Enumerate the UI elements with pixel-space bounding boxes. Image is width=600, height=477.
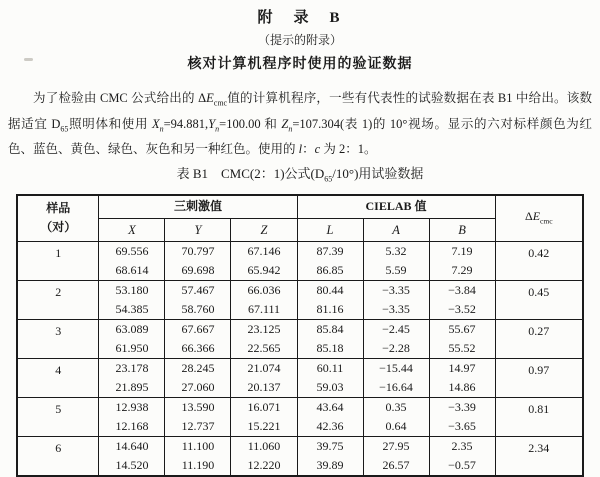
table-cell: −2.28	[363, 339, 429, 359]
table-cell: 14.520	[99, 456, 165, 476]
appendix-title: 附 录 B	[257, 10, 343, 26]
scan-smudge	[24, 58, 33, 61]
table-cell: 21.074	[231, 359, 297, 379]
column-header-b: B	[429, 219, 495, 242]
table-row	[17, 281, 583, 301]
table-cell: 23.178	[99, 359, 165, 379]
table-cell: 0.35	[363, 398, 429, 418]
table-row	[17, 242, 583, 262]
intro-paragraph: 为了检验由 CMC 公式给出的 $\Delta E_{cmc}$值的计算机程序，一些有代表性的试验数据在表 B1 中给出。该数据适宜 $D_{65}$照明体和使用 $X_n=94.881,Y_n=100.00$ 和 $Z_n=107.304$(表 1)的 10°视场。显示的六对标样颜色为红色、蓝色、黄色、绿色、灰色和另一种红色。使用的 l：c 为 2：1。	[8, 91, 592, 156]
sample-number: 5	[17, 398, 99, 437]
column-header-z: Z	[231, 219, 297, 242]
table-cell: −3.39	[429, 398, 495, 418]
table-caption: 表 B1 CMC(2：1)公式$(D_{65}/10^\circ)$用试验数据	[176, 166, 424, 184]
table-cell: 11.100	[165, 437, 231, 457]
table-row	[17, 398, 583, 418]
table-row	[17, 437, 583, 457]
delta-e-value: 0.81	[495, 398, 583, 437]
table-cell: 12.938	[99, 398, 165, 418]
table-cell: 60.11	[297, 359, 363, 379]
table-cell: 5.32	[363, 242, 429, 262]
table-cell: 14.640	[99, 437, 165, 457]
table-cell: 67.146	[231, 242, 297, 262]
table-cell: −3.65	[429, 417, 495, 437]
table-cell: 55.52	[429, 339, 495, 359]
table-cell: 11.060	[231, 437, 297, 457]
table-cell: 12.220	[231, 456, 297, 476]
delta-e-value: 2.34	[495, 437, 583, 477]
table-cell: 22.565	[231, 339, 297, 359]
table-cell: 20.137	[231, 378, 297, 398]
delta-e-value: 0.45	[495, 281, 583, 320]
sample-number: 2	[17, 281, 99, 320]
table-cell: 16.071	[231, 398, 297, 418]
sample-number: 4	[17, 359, 99, 398]
column-header-sample-line2: （对）	[40, 220, 77, 235]
table-cell: 13.590	[165, 398, 231, 418]
table-row	[17, 359, 583, 379]
table-cell: 70.797	[165, 242, 231, 262]
table-cell: 87.39	[297, 242, 363, 262]
column-header-sample	[17, 195, 99, 242]
table-cell: 85.18	[297, 339, 363, 359]
table-cell: 26.57	[363, 456, 429, 476]
table-cell: 66.036	[231, 281, 297, 301]
table-cell: 14.97	[429, 359, 495, 379]
table-cell: −2.45	[363, 320, 429, 340]
table-cell: −3.84	[429, 281, 495, 301]
column-group-tristimulus: 三刺激值	[99, 195, 297, 219]
table-cell: 67.667	[165, 320, 231, 340]
table-cell: 80.44	[297, 281, 363, 301]
delta-e-value: 0.97	[495, 359, 583, 398]
table-cell: 0.64	[363, 417, 429, 437]
table-cell: 27.95	[363, 437, 429, 457]
table-cell: −16.64	[363, 378, 429, 398]
table-cell: 61.950	[99, 339, 165, 359]
table-cell: 67.111	[231, 300, 297, 320]
table-cell: 69.556	[99, 242, 165, 262]
verification-data-table	[16, 194, 584, 477]
sample-number: 3	[17, 320, 99, 359]
column-header-delta-e: $\Delta E_{cmc}$	[495, 195, 583, 242]
table-cell: 42.36	[297, 417, 363, 437]
table-cell: 39.89	[297, 456, 363, 476]
column-header-x: X	[99, 219, 165, 242]
table-cell: 55.67	[429, 320, 495, 340]
table-cell: 7.29	[429, 261, 495, 281]
table-cell: 86.85	[297, 261, 363, 281]
delta-e-value: 0.27	[495, 320, 583, 359]
delta-e-value: 0.42	[495, 242, 583, 281]
table-cell: 12.737	[165, 417, 231, 437]
table-cell: 66.366	[165, 339, 231, 359]
column-header-y: Y	[165, 219, 231, 242]
section-title: 核对计算机程序时使用的验证数据	[187, 57, 413, 72]
table-cell: 53.180	[99, 281, 165, 301]
table-cell: 28.245	[165, 359, 231, 379]
table-cell: −0.57	[429, 456, 495, 476]
table-row	[17, 320, 583, 340]
table-cell: 68.614	[99, 261, 165, 281]
table-cell: 59.03	[297, 378, 363, 398]
table-cell: 81.16	[297, 300, 363, 320]
table-cell: 2.35	[429, 437, 495, 457]
table-cell: 21.895	[99, 378, 165, 398]
table-cell: 15.221	[231, 417, 297, 437]
table-cell: −3.35	[363, 281, 429, 301]
table-cell: 5.59	[363, 261, 429, 281]
table-cell: 58.760	[165, 300, 231, 320]
table-cell: −15.44	[363, 359, 429, 379]
table-cell: 12.168	[99, 417, 165, 437]
column-header-a: A	[363, 219, 429, 242]
table-cell: 11.190	[165, 456, 231, 476]
table-cell: 63.089	[99, 320, 165, 340]
table-cell: 85.84	[297, 320, 363, 340]
appendix-note: （提示的附录）	[257, 33, 342, 47]
sample-number: 6	[17, 437, 99, 477]
table-cell: 43.64	[297, 398, 363, 418]
table-cell: 23.125	[231, 320, 297, 340]
column-header-l: L	[297, 219, 363, 242]
table-cell: 69.698	[165, 261, 231, 281]
table-cell: 27.060	[165, 378, 231, 398]
table-cell: −3.35	[363, 300, 429, 320]
table-cell: 57.467	[165, 281, 231, 301]
table-cell: 54.385	[99, 300, 165, 320]
table-cell: 7.19	[429, 242, 495, 262]
table-cell: 39.75	[297, 437, 363, 457]
sample-number: 1	[17, 242, 99, 281]
column-header-sample-line1: 样品	[46, 201, 71, 216]
table-cell: −3.52	[429, 300, 495, 320]
table-cell: 65.942	[231, 261, 297, 281]
column-group-cielab: CIELAB 值	[297, 195, 495, 219]
table-cell: 14.86	[429, 378, 495, 398]
